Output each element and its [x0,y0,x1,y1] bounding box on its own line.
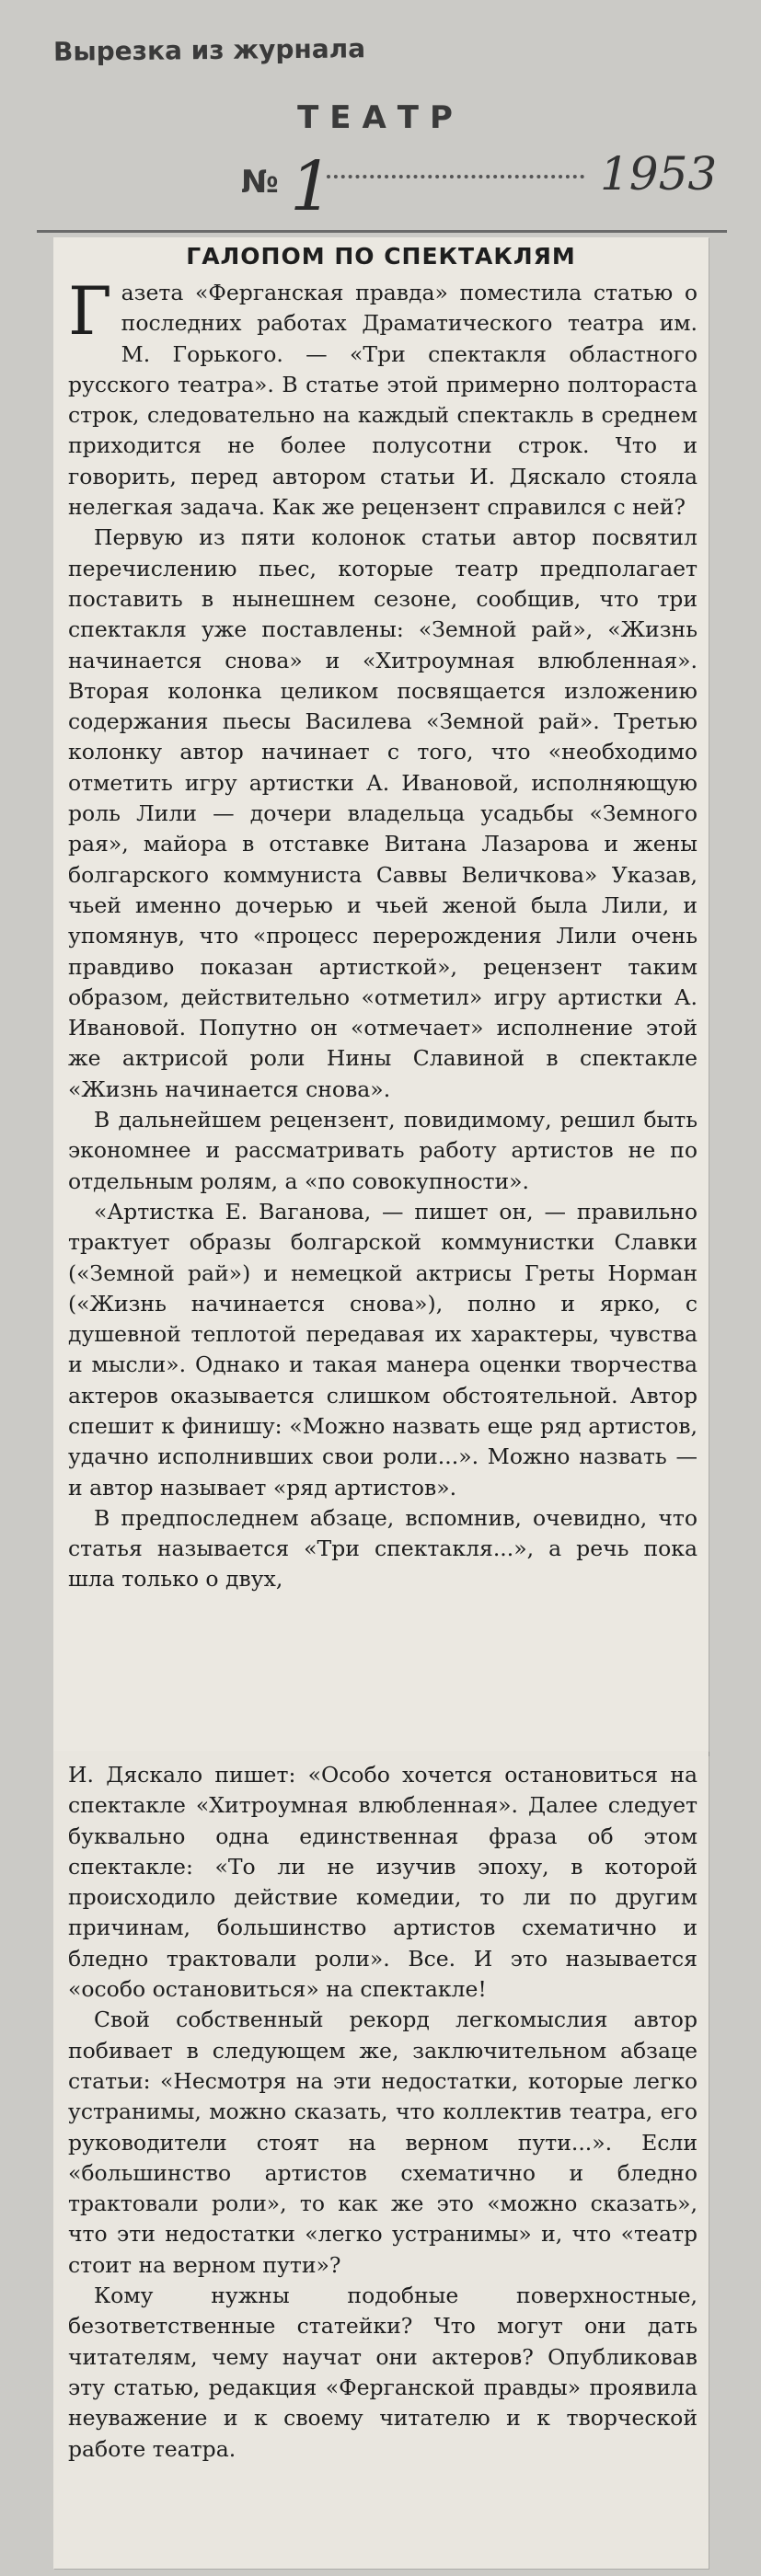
article-title: ГАЛОПОМ ПО СПЕКТАКЛЯМ [186,243,576,270]
clipping-source-label: Вырезка из журнала [52,33,366,67]
paragraph-2: Первую из пяти колонок статьи автор посвятил перечислению пьес, которые театр предполагает поставить в нынешнем сезоне, сообщив, что три спектакля уже поставлены: «Земной рай», «Жизнь начинается снова» и «Хитроумная влюбленная». Вторая колонка целиком посвящается изложению содержания пьесы Василева «Земной рай». Третью колонку автор начинает с того, что «необходимо отметить игру артистки А. Ивановой, исполняющую роль Лили — дочери владельца усадьбы «Земного рая», майора в отставке Витана Лазарова и жены болгарского коммуниста Саввы Величкова» Указав, чьей именно дочерью и чьей женой была Лили, и упомянув, что «процесс перерождения Лили очень правдиво показан артисткой», рецензент таким образом, действительно «отметил» игру артистки А. Ивановой. Попутно он «отмечает» исполнение этой же актрисой роли Нины Славиной в спектакле «Жизнь начинается снова». [68,524,698,1102]
paragraph-5: В предпоследнем абзаце, вспомнив, очевидно, что статья называется «Три спектакля...», а речь пока шла только о двух, [68,1504,698,1593]
issue-number-label: № [241,164,279,201]
issue-dotted-line [327,175,584,178]
stamp-divider [37,230,727,233]
article-body-part-2 [68,1760,698,2465]
paragraph-8: Кому нужны подобные поверхностные, безответственные статейки? Что могут они дать читателям, чему научат они актеров? Опубликовав эту статью, редакция «Ферганской правды» проявила неуважение и к своему читателю и к творческой работе театра. [68,2283,698,2462]
drop-cap: Г [68,272,112,350]
newspaper-clipping-bottom [53,1751,709,2569]
issue-year-handwritten: 1953 [600,147,718,201]
paragraph-1 [68,272,698,523]
paragraph-6: И. Дяскало пишет: «Особо хочется остановиться на спектакле «Хитроумная влюбленная». Далее следует буквально одна единственная фраза об этом спектакле: «То ли не изучив эпоху, в которой происходило действие комедии, то ли по другим причинам, большинство артистов схематично и бледно трактовали роли». Все. И это называется «особо остановиться» на спектакле! [68,1762,698,2003]
paragraph-7: Свой собственный рекорд легкомыслия автор побивает в следующем же, заключительном абзаце статьи: «Несмотря на эти недостатки, которые легко устранимы, можно сказать, что коллектив театра, его руководители стоят на верном пути...». Если «большинство артистов схематично и бледно трактовали роли», то как же это «можно сказать», что эти недостатки «легко устранимы» и, что «театр стоит на верном пути»? [68,2007,698,2278]
paragraph-3: В дальнейшем рецензент, повидимому, решил быть экономнее и рассматривать работу артистов не по отдельным ролям, а «по совокупности». [68,1107,698,1194]
journal-title: ТЕАТР [297,99,464,136]
article-body-part-1 [68,272,698,1595]
issue-number-handwritten: 1 [290,147,334,226]
newspaper-clipping-top [53,237,709,1755]
paragraph-4: «Артистка Е. Ваганова, — пишет он, — правильно трактует образы болгарской коммунистки Славки («Земной рай») и немецкой актрисы Греты Норман («Жизнь начинается снова»), полно и ярко, с душевной теплотой передавая их характеры, чувства и мысли». Однако и такая манера оценки творчества актеров оказывается слишком обстоятельной. Автор спешит к финишу: «Можно назвать еще ряд артистов, удачно исполнивших свои роли...». Можно назвать — и автор называет «ряд артистов». [68,1198,698,1501]
paragraph-1-text: азета «Ферганская правда» поместила статью о последних работах Драматического театра им. М. Горького. — «Три спектакля областного русского театра». В статье этой примерно полтораста строк, следовательно на каждый спектакль в среднем приходится не более полусотни строк. Что и говорить, перед автором статьи И. Дяскало стояла нелегкая задача. Как же рецензент справился с ней? [68,280,698,521]
